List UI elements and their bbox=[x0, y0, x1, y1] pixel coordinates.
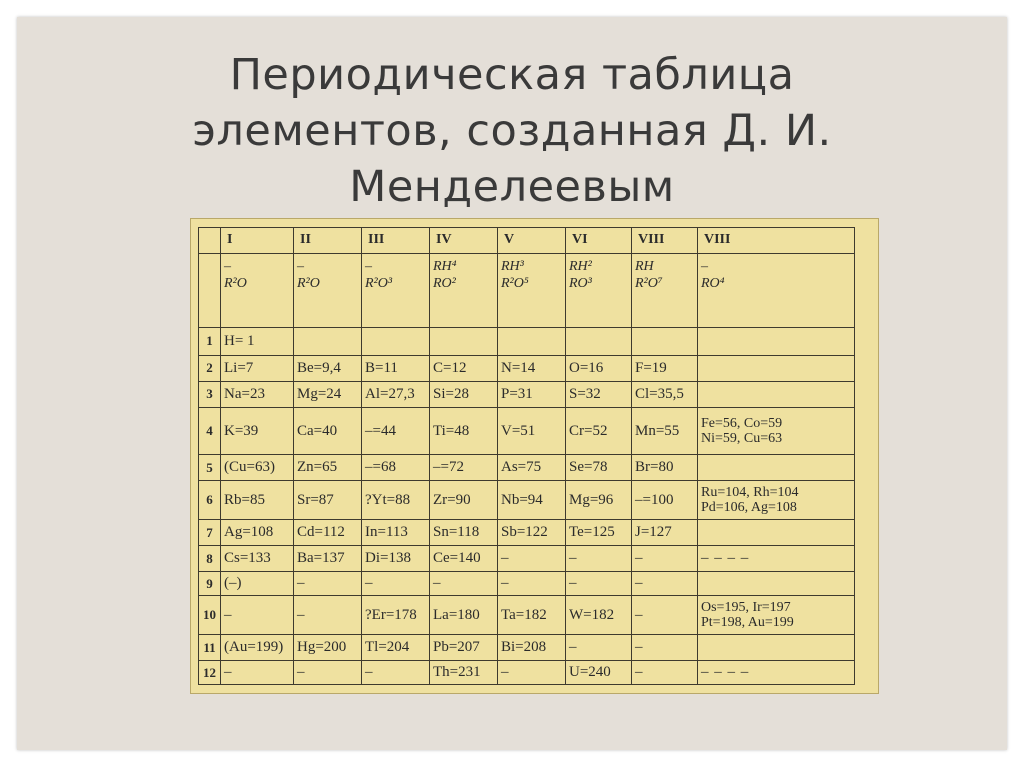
table-body bbox=[199, 228, 855, 685]
group-header: VIII bbox=[632, 228, 698, 254]
group-header: VI bbox=[566, 228, 632, 254]
element-cell bbox=[362, 327, 430, 355]
element-cell bbox=[698, 635, 855, 661]
element-cell: (Au=199) bbox=[221, 635, 294, 661]
oxide-formula: RO² bbox=[433, 275, 456, 291]
table-row bbox=[199, 520, 855, 546]
element-cell: Bi=208 bbox=[498, 635, 566, 661]
group-header: IV bbox=[430, 228, 498, 254]
element-cell: J=127 bbox=[632, 520, 698, 546]
element-cell: Di=138 bbox=[362, 546, 430, 572]
element-line: Fe=56, Co=59 bbox=[701, 416, 783, 432]
element-cell: Al=27,3 bbox=[362, 381, 430, 407]
element-line: Ni=59, Cu=63 bbox=[701, 431, 783, 447]
element-cell: Br=80 bbox=[632, 455, 698, 481]
element-cell: Cl=35,5 bbox=[632, 381, 698, 407]
element-cell: F=19 bbox=[632, 355, 698, 381]
hydride-formula: – bbox=[297, 258, 304, 274]
element-cell: – bbox=[430, 572, 498, 596]
element-cell: Si=28 bbox=[430, 381, 498, 407]
element-cell: Rb=85 bbox=[221, 481, 294, 520]
element-cell bbox=[566, 327, 632, 355]
table-row bbox=[199, 381, 855, 407]
element-cell: – bbox=[498, 661, 566, 685]
element-cell: Ca=40 bbox=[294, 407, 362, 455]
element-cell: ?Yt=88 bbox=[362, 481, 430, 520]
element-cell: Hg=200 bbox=[294, 635, 362, 661]
element-cell: Sr=87 bbox=[294, 481, 362, 520]
table-row bbox=[199, 455, 855, 481]
element-cell: Ag=108 bbox=[221, 520, 294, 546]
element-cell: – bbox=[632, 661, 698, 685]
oxide-formula: R²O³ bbox=[365, 275, 393, 291]
element-line: Pt=198, Au=199 bbox=[701, 615, 794, 631]
table-row bbox=[199, 546, 855, 572]
element-cell bbox=[698, 327, 855, 355]
title-line: Менделеевым bbox=[349, 162, 675, 212]
row-number: 4 bbox=[199, 407, 221, 455]
element-cell: – bbox=[221, 596, 294, 635]
element-cell: ?Er=178 bbox=[362, 596, 430, 635]
element-cell: Sn=118 bbox=[430, 520, 498, 546]
element-cell: C=12 bbox=[430, 355, 498, 381]
hydride-formula: RH⁴ bbox=[433, 258, 457, 274]
element-cell: Mg=96 bbox=[566, 481, 632, 520]
element-cell: Cr=52 bbox=[566, 407, 632, 455]
element-cell: – bbox=[566, 635, 632, 661]
title-line: элементов, созданная Д. И. bbox=[192, 106, 832, 156]
element-cell: Sb=122 bbox=[498, 520, 566, 546]
element-cell: Mn=55 bbox=[632, 407, 698, 455]
element-cell: – bbox=[632, 635, 698, 661]
table-row bbox=[199, 407, 855, 455]
element-cell bbox=[430, 327, 498, 355]
formula-cell bbox=[430, 253, 498, 327]
table-row bbox=[199, 661, 855, 685]
element-cell: – bbox=[632, 596, 698, 635]
group-header: II bbox=[294, 228, 362, 254]
formula-cell bbox=[362, 253, 430, 327]
hydride-formula: RH² bbox=[569, 258, 592, 274]
element-cell: – – – – bbox=[698, 661, 855, 685]
element-cell: V=51 bbox=[498, 407, 566, 455]
element-cell: –=44 bbox=[362, 407, 430, 455]
element-cell bbox=[698, 572, 855, 596]
slide bbox=[17, 17, 1007, 750]
group-header: III bbox=[362, 228, 430, 254]
element-cell bbox=[698, 355, 855, 381]
hydride-formula: RH bbox=[635, 258, 654, 274]
element-cell: Pb=207 bbox=[430, 635, 498, 661]
element-cell: – bbox=[362, 661, 430, 685]
element-cell: H= 1 bbox=[221, 327, 294, 355]
element-cell: – bbox=[566, 546, 632, 572]
element-cell: – bbox=[498, 572, 566, 596]
element-cell: O=16 bbox=[566, 355, 632, 381]
element-cell: Ti=48 bbox=[430, 407, 498, 455]
element-cell bbox=[698, 381, 855, 407]
element-cell: – bbox=[632, 572, 698, 596]
oxide-formula: R²O⁷ bbox=[635, 275, 663, 291]
element-cell: Se=78 bbox=[566, 455, 632, 481]
formula-cell bbox=[294, 253, 362, 327]
row-number: 2 bbox=[199, 355, 221, 381]
row-number: 9 bbox=[199, 572, 221, 596]
element-cell: In=113 bbox=[362, 520, 430, 546]
element-cell: – bbox=[221, 661, 294, 685]
element-cell bbox=[698, 481, 855, 520]
formula-cell bbox=[566, 253, 632, 327]
element-cell: U=240 bbox=[566, 661, 632, 685]
group-header: V bbox=[498, 228, 566, 254]
element-cell: S=32 bbox=[566, 381, 632, 407]
element-cell: Ba=137 bbox=[294, 546, 362, 572]
element-cell: K=39 bbox=[221, 407, 294, 455]
element-cell: – bbox=[294, 572, 362, 596]
element-cell: As=75 bbox=[498, 455, 566, 481]
element-cell: W=182 bbox=[566, 596, 632, 635]
hydride-formula: – bbox=[365, 258, 372, 274]
element-cell: Th=231 bbox=[430, 661, 498, 685]
element-cell bbox=[698, 520, 855, 546]
formula-cell bbox=[632, 253, 698, 327]
corner-cell bbox=[199, 253, 221, 327]
title-line: Периодическая таблица bbox=[229, 50, 795, 100]
element-cell: – – – – bbox=[698, 546, 855, 572]
element-cell: Te=125 bbox=[566, 520, 632, 546]
row-number: 3 bbox=[199, 381, 221, 407]
table-row bbox=[199, 635, 855, 661]
element-cell: La=180 bbox=[430, 596, 498, 635]
formula-cell bbox=[698, 253, 855, 327]
periodic-table bbox=[198, 227, 855, 685]
element-cell: –=68 bbox=[362, 455, 430, 481]
formula-row bbox=[199, 253, 855, 327]
hydride-formula: RH³ bbox=[501, 258, 524, 274]
formula-cell bbox=[498, 253, 566, 327]
element-cell: Ta=182 bbox=[498, 596, 566, 635]
element-cell bbox=[698, 596, 855, 635]
row-number: 11 bbox=[199, 635, 221, 661]
oxide-formula: RO⁴ bbox=[701, 275, 725, 291]
element-line: Os=195, Ir=197 bbox=[701, 600, 791, 616]
table-row bbox=[199, 355, 855, 381]
element-cell: Cs=133 bbox=[221, 546, 294, 572]
element-cell: – bbox=[294, 596, 362, 635]
row-number: 6 bbox=[199, 481, 221, 520]
corner-cell bbox=[199, 228, 221, 254]
element-cell: N=14 bbox=[498, 355, 566, 381]
element-cell: P=31 bbox=[498, 381, 566, 407]
group-header: I bbox=[221, 228, 294, 254]
formula-cell bbox=[221, 253, 294, 327]
row-number: 7 bbox=[199, 520, 221, 546]
oxide-formula: R²O bbox=[224, 275, 247, 291]
hydride-formula: – bbox=[701, 258, 708, 274]
element-cell: Ce=140 bbox=[430, 546, 498, 572]
element-cell: Tl=204 bbox=[362, 635, 430, 661]
element-line: Ru=104, Rh=104 bbox=[701, 485, 799, 501]
row-number: 12 bbox=[199, 661, 221, 685]
element-cell: – bbox=[294, 661, 362, 685]
table-row bbox=[199, 327, 855, 355]
element-cell: – bbox=[566, 572, 632, 596]
element-cell: Na=23 bbox=[221, 381, 294, 407]
element-cell bbox=[632, 327, 698, 355]
element-cell: –=72 bbox=[430, 455, 498, 481]
element-cell: Be=9,4 bbox=[294, 355, 362, 381]
oxide-formula: R²O⁵ bbox=[501, 275, 529, 291]
element-cell bbox=[294, 327, 362, 355]
element-cell: – bbox=[498, 546, 566, 572]
element-cell: Cd=112 bbox=[294, 520, 362, 546]
element-cell: Zn=65 bbox=[294, 455, 362, 481]
group-header: VIII bbox=[698, 228, 855, 254]
element-cell: Nb=94 bbox=[498, 481, 566, 520]
table-row bbox=[199, 481, 855, 520]
element-cell bbox=[698, 455, 855, 481]
row-number: 1 bbox=[199, 327, 221, 355]
table-row bbox=[199, 596, 855, 635]
row-number: 5 bbox=[199, 455, 221, 481]
element-cell: Li=7 bbox=[221, 355, 294, 381]
element-cell: Zr=90 bbox=[430, 481, 498, 520]
element-cell: (Cu=63) bbox=[221, 455, 294, 481]
element-cell: Mg=24 bbox=[294, 381, 362, 407]
row-number: 10 bbox=[199, 596, 221, 635]
page-title bbox=[17, 47, 1007, 215]
element-cell: – bbox=[362, 572, 430, 596]
header-row bbox=[199, 228, 855, 254]
periodic-table-image bbox=[190, 218, 879, 694]
element-line: Pd=106, Ag=108 bbox=[701, 500, 797, 516]
oxide-formula: RO³ bbox=[569, 275, 592, 291]
element-cell bbox=[498, 327, 566, 355]
element-cell: (–) bbox=[221, 572, 294, 596]
element-cell: –=100 bbox=[632, 481, 698, 520]
element-cell bbox=[698, 407, 855, 455]
table-row bbox=[199, 572, 855, 596]
element-cell: – bbox=[632, 546, 698, 572]
row-number: 8 bbox=[199, 546, 221, 572]
oxide-formula: R²O bbox=[297, 275, 320, 291]
element-cell: B=11 bbox=[362, 355, 430, 381]
hydride-formula: – bbox=[224, 258, 231, 274]
